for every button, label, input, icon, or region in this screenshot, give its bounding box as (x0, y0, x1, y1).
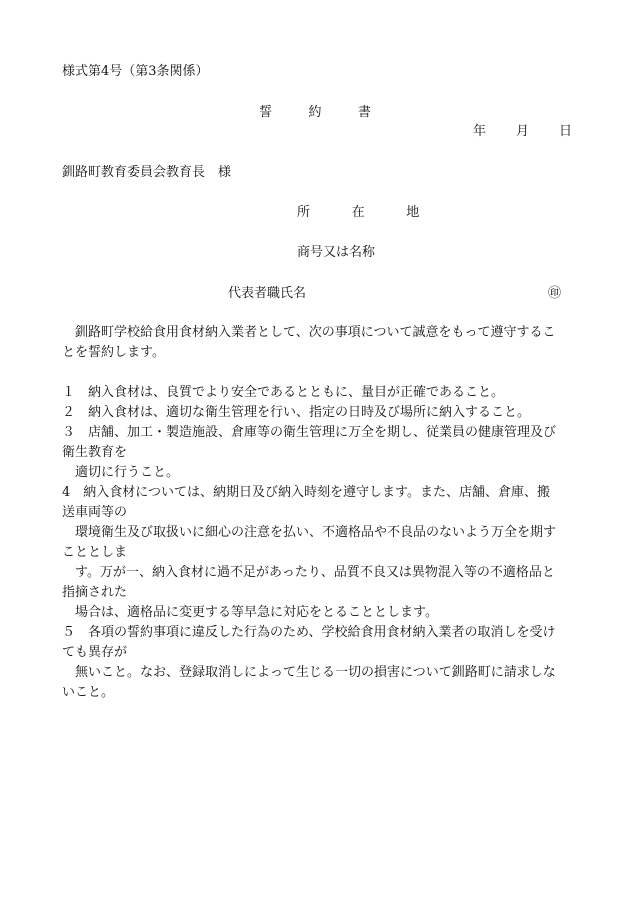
representative-label: 代表者職氏名 (228, 286, 307, 301)
pledge-item-4: 4 納入食材については、納期日及び納入時刻を遵守します。また、店舗、倉庫、搬 (62, 485, 550, 500)
pledge-item-4-cont: こととしま (62, 545, 128, 560)
pledge-item-4-cont: 場合は、適格品に変更する等早急に対応をとることとします。 (75, 605, 438, 620)
pledge-item-1: １ 納入食材は、良質でより安全であるとともに、量目が正確であること。 (62, 385, 505, 400)
pledge-item-4-cont: 指摘された (62, 585, 128, 600)
pledge-item-2: ２ 納入食材は、適切な衛生管理を行い、指定の日時及び場所に納入すること。 (62, 405, 531, 420)
pledge-item-5-cont: いこと。 (62, 685, 115, 700)
pledge-item-4-cont: 送車両等の (62, 505, 128, 520)
pledge-item-3: ３ 店舗、加工・製造施設、倉庫等の衛生管理に万全を期し、従業員の健康管理及び (62, 425, 557, 440)
pledge-item-3-cont: 衛生教育を (62, 445, 128, 460)
intro-line: 釧路町学校給食用食材納入業者として、次の事項について誠意をもって遵守するこ (75, 325, 556, 340)
location-label: 所 在 地 (297, 205, 434, 220)
form-number: 様式第4号（第3条関係） (62, 64, 209, 79)
company-name-label: 商号又は名称 (297, 245, 376, 260)
pledge-item-5: ５ 各項の誓約事項に違反した行為のため、学校給食用食材納入業者の取消しを受け (62, 625, 556, 640)
pledge-item-5-cont: ても異存が (62, 645, 128, 660)
seal-mark: ㊞ (548, 286, 562, 301)
pledge-item-4-cont: す。万が一、納入食材に過不足があったり、品質不良又は異物混入等の不適格品と (75, 565, 555, 580)
addressee: 釧路町教育委員会教育長 様 (62, 165, 232, 180)
pledge-items (62, 383, 572, 703)
date-year-label: 年 (473, 124, 487, 139)
intro-line: とを誓約します。 (62, 345, 165, 360)
pledge-item-4-cont: 環境衛生及び取扱いに細心の注意を払い、不適格品や不良品のないよう万全を期す (75, 525, 557, 540)
document-title: 誓 約 書 (259, 105, 383, 120)
intro-paragraph (62, 323, 572, 363)
date-day-label: 日 (559, 124, 573, 139)
pledge-item-5-cont: 無いこと。なお、登録取消しによって生じる一切の損害について釧路町に請求しな (75, 665, 556, 680)
date-month-label: 月 (516, 124, 530, 139)
pledge-item-3-cont: 適切に行うこと。 (75, 465, 180, 480)
date-line (473, 123, 572, 141)
